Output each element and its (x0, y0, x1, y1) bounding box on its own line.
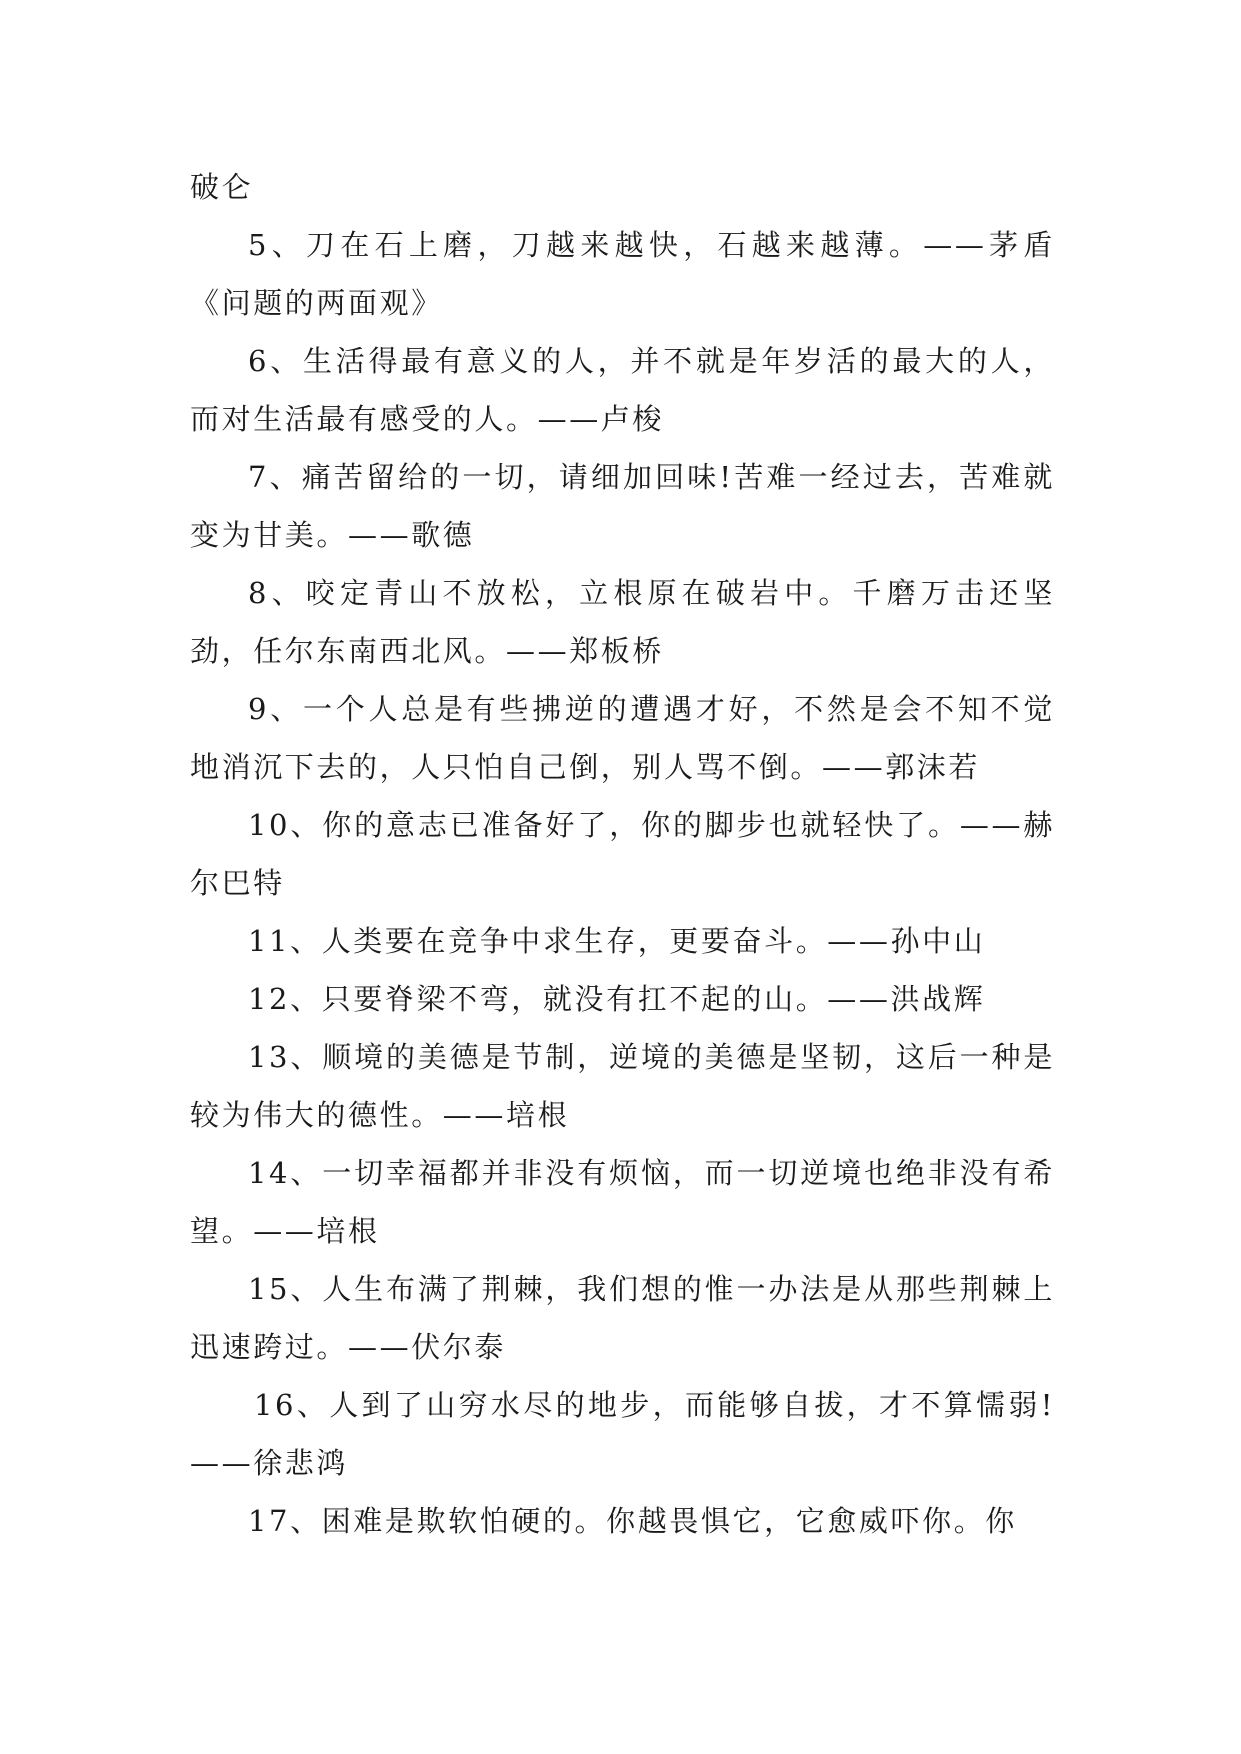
quote-item-5: 5、刀在石上磨，刀越来越快，石越来越薄。——茅盾《问题的两面观》 (190, 228, 1055, 320)
quote-item-13: 13、顺境的美德是节制，逆境的美德是坚韧，这后一种是较为伟大的德性。——培根 (190, 1040, 1055, 1132)
quote-item-16: 16、人到了山穷水尽的地步，而能够自拔，才不算懦弱!——徐悲鸿 (190, 1388, 1055, 1480)
quote-item-17: 17、困难是欺软怕硬的。你越畏惧它，它愈威吓你。你 (248, 1504, 1017, 1538)
quote-item-8: 8、咬定青山不放松，立根原在破岩中。千磨万击还坚劲，任尔东南西北风。——郑板桥 (190, 576, 1055, 668)
continuation-text: 破仑 (190, 170, 254, 204)
quote-item-6: 6、生活得最有意义的人，并不就是年岁活的最大的人，而对生活最有感受的人。——卢梭 (190, 344, 1055, 436)
quote-item-9: 9、一个人总是有些拂逆的遭遇才好，不然是会不知不觉地消沉下去的，人只怕自己倒，别人骂不倒。——郭沫若 (190, 692, 1055, 784)
quote-item-11: 11、人类要在竞争中求生存，更要奋斗。——孙中山 (248, 924, 986, 958)
quote-item-14: 14、一切幸福都并非没有烦恼，而一切逆境也绝非没有希望。——培根 (190, 1156, 1055, 1248)
quote-item-7: 7、痛苦留给的一切，请细加回味!苦难一经过去，苦难就变为甘美。——歌德 (190, 460, 1055, 552)
quote-item-10: 10、你的意志已准备好了，你的脚步也就轻快了。——赫尔巴特 (190, 808, 1055, 900)
quote-item-12: 12、只要脊梁不弯，就没有扛不起的山。——洪战辉 (248, 982, 986, 1016)
quote-item-15: 15、人生布满了荆棘，我们想的惟一办法是从那些荆棘上迅速跨过。——伏尔泰 (190, 1272, 1055, 1364)
quote-list (190, 158, 1055, 1550)
